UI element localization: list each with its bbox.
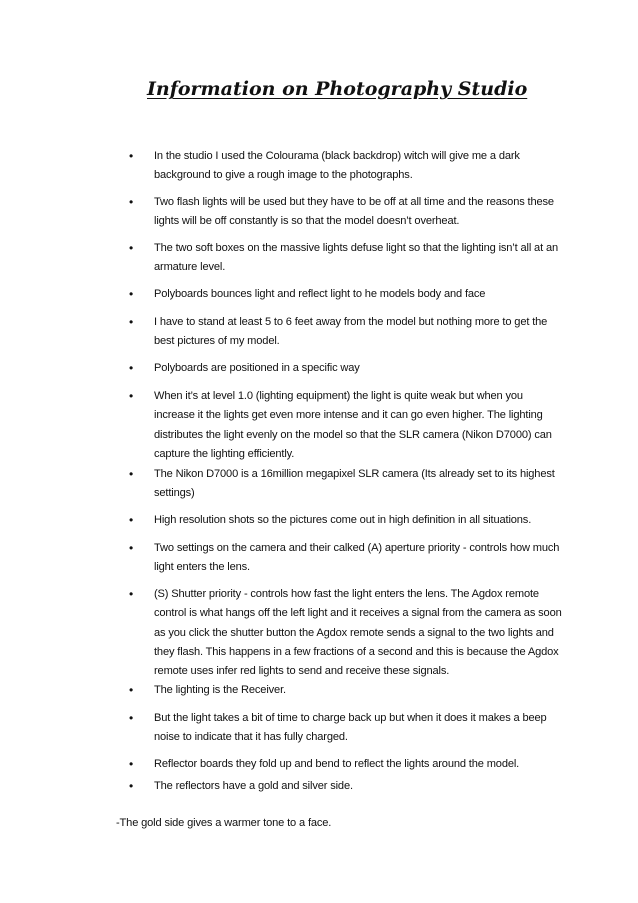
list-item-text: But the light takes a bit of time to charge back up but when it does it makes a beep noise to indicate that it has fully charged.	[154, 712, 547, 744]
bullet-icon: •	[129, 711, 134, 725]
bullet-icon: •	[129, 513, 134, 527]
bullet-icon: •	[129, 315, 134, 329]
bullet-icon: •	[129, 195, 134, 209]
list-item-text: The Nikon D7000 is a 16million megapixel SLR camera (Its already set to its highest settings)	[154, 468, 555, 500]
bullet-icon: •	[129, 149, 134, 163]
list-item-text: In the studio I used the Colourama (black backdrop) witch will give me a dark background to give a rough image to the photographs.	[154, 150, 520, 182]
list-item-text: The two soft boxes on the massive lights defuse light so that the lighting isn’t all at an armature level.	[154, 242, 558, 274]
bullet-icon: •	[129, 683, 134, 697]
list-item-text: Two flash lights will be used but they have to be off at all time and the reasons these lights will be off constantly is so that the model doesn’t overheat.	[154, 196, 554, 228]
list-item-text: The reflectors have a gold and silver side.	[154, 780, 353, 792]
bullet-icon: •	[129, 389, 134, 403]
bullet-icon: •	[129, 467, 134, 481]
bullet-icon: •	[129, 779, 134, 793]
list-item-text: The lighting is the Receiver.	[154, 684, 286, 696]
bullet-icon: •	[129, 361, 134, 375]
list-item-text: I have to stand at least 5 to 6 feet away from the model but nothing more to get the best pictures of my model.	[154, 316, 548, 348]
bullet-icon: •	[129, 241, 134, 255]
list-item-text: When it’s at level 1.0 (lighting equipment) the light is quite weak but when you increase it the lights get even more intense and it can go even higher. The lighting distributes the light evenly on the model so that the SLR camera (Nikon D7000) can capture the lighting efficiently.	[154, 390, 552, 460]
bullet-icon: •	[129, 287, 134, 301]
list-item-text: Two settings on the camera and their calked (A) aperture priority - controls how much light enters the lens.	[154, 542, 560, 574]
bullet-icon: •	[129, 541, 134, 555]
bullet-icon: •	[129, 757, 134, 771]
list-item-text: High resolution shots so the pictures come out in high definition in all situations.	[154, 514, 532, 526]
list-item-text: (S) Shutter priority - controls how fast the light enters the lens. The Agdox remote control is what hangs off the left light and it receives a signal from the camera as soon as you click the shutter button the Agdox remote sends a signal to the two lights and they flash. This happens in a few fractions of a second and this is because the Agdox remote uses infer red lights to send and receive these signals.	[154, 588, 562, 678]
document-title: Information on Photography Studio	[147, 78, 528, 100]
list-item-text: Polyboards are positioned in a specific way	[154, 362, 360, 374]
bullet-icon: •	[129, 587, 134, 601]
trailing-note: -The gold side gives a warmer tone to a face.	[116, 817, 332, 830]
list-item-text: Reflector boards they fold up and bend to reflect the lights around the model.	[154, 758, 520, 770]
list-item-text: Polyboards bounces light and reflect light to he models body and face	[154, 288, 486, 300]
